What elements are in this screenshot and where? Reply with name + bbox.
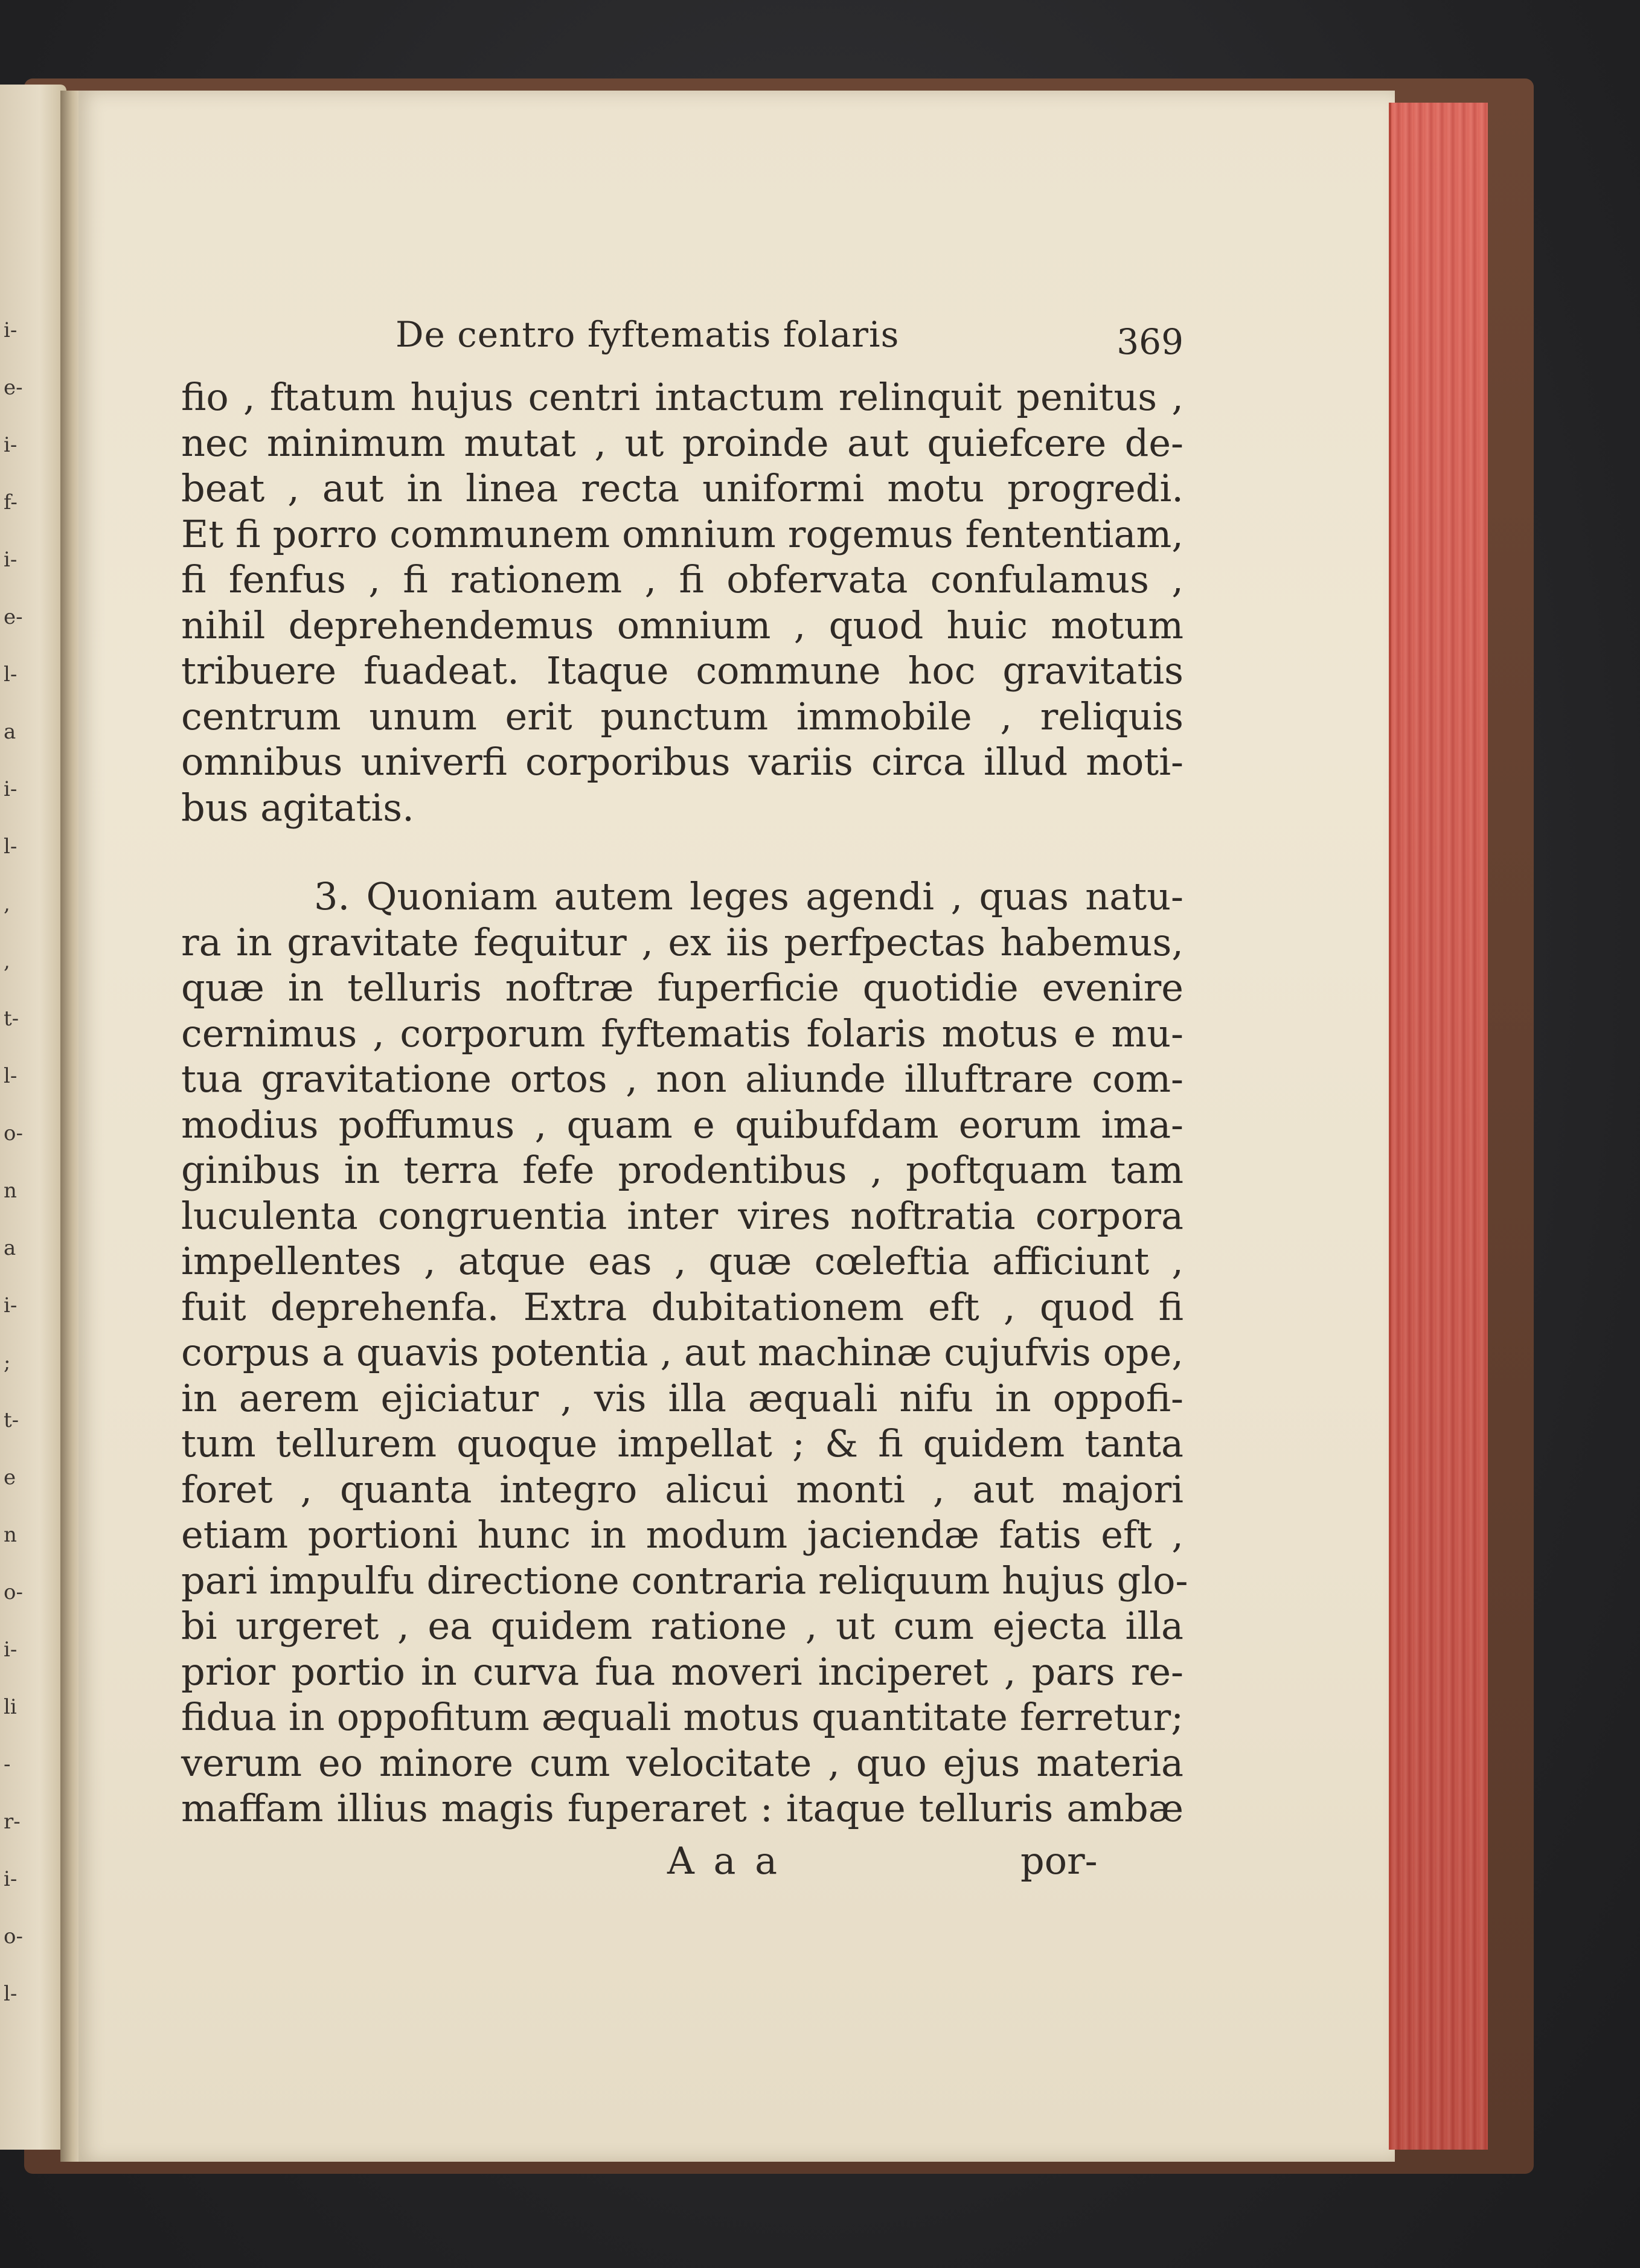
facing-page-fragment: t- [4,1408,19,1432]
text-line: tum tellurem quoque impellat ; & fi quidem tanta [181,1421,1184,1466]
text-line: bi urgeret , ea quidem ratione , ut cum ejecta illa [181,1604,1184,1648]
text-line: fuit deprehenfa. Extra dubitationem eft , quod fi [181,1284,1184,1329]
paragraph-2 [181,874,1188,1831]
catchword: por- [1020,1838,1098,1883]
text-line: corpus a quavis potentia , aut machinæ cujufvis ope, [181,1330,1184,1374]
text-line: fidua in oppofitum æquali motus quantitate ferretur; [181,1695,1184,1739]
facing-page-fragment: o- [4,1121,23,1145]
facing-page-fragment: o- [4,1580,23,1604]
text-line: verum eo minore cum velocitate , quo ejus materia [181,1740,1184,1785]
text-line: Et fi porro communem omnium rogemus fententiam, [181,511,1184,556]
page-number: 369 [1116,321,1184,362]
text-line: luculenta congruentia inter vires noftratia corpora [181,1193,1184,1238]
text-line: cernimus , corporum fyftematis folaris motus e mu- [181,1011,1184,1056]
facing-page-fragment: f- [4,490,18,514]
text-line: centrum unum erit punctum immobile , reliquis [181,694,1184,738]
facing-page-fragment: li [4,1695,17,1719]
text-line: fio , ftatum hujus centri intactum relinquit penitus , [181,375,1184,419]
facing-page-fragment: i- [4,433,18,457]
paragraph-1 [181,374,1184,830]
text-line: foret , quanta integro alicui monti , aut majori [181,1467,1184,1511]
page-text [181,302,1188,1888]
text-line: prior portio in curva fua moveri inciperet , pars re- [181,1649,1184,1694]
facing-page-fragment: a [4,1236,16,1260]
text-line: 3. Quoniam autem leges agendi , quas natu- [314,874,1184,918]
text-line: nec minimum mutat , ut proinde aut quiefcere de- [181,420,1184,465]
text-line: etiam portioni hunc in modum jaciendæ fatis eft , [181,1513,1184,1557]
page-footer [181,1834,1184,1888]
text-line: ra in gravitate fequitur , ex iis perfpectas habemus, [181,920,1184,964]
facing-page-fragment: e- [4,605,23,629]
running-head [181,302,1184,374]
text-line: quæ in telluris noftræ fuperficie quotidie evenire [181,966,1184,1010]
text-line: maffam illius magis fuperaret : itaque telluris ambæ [181,1786,1184,1830]
facing-page-fragment: e- [4,376,23,400]
facing-page-fragment: i- [4,1293,18,1318]
facing-page-fragment: e [4,1466,16,1490]
facing-page-fragment: - [4,1752,11,1776]
facing-page-fragment: ; [4,1351,11,1375]
facing-page-fragment: o- [4,1924,23,1949]
facing-page-fragment: l- [4,662,18,687]
facing-page-edge [0,85,66,2150]
facing-page-fragment: , [4,892,10,916]
facing-page-fragment: i- [4,777,18,801]
running-head-title: De centro fyftematis folaris [396,314,900,355]
text-line: bus agitatis. [181,785,414,830]
text-line: fi fenfus , fi rationem , fi obfervata confulamus , [181,557,1184,601]
text-line: in aerem ejiciatur , vis illa æquali nifu in oppofi- [181,1376,1184,1420]
facing-page-fragment: l- [4,834,18,859]
facing-page-fragment: i- [4,1638,18,1662]
facing-page-fragment: i- [4,318,18,342]
paragraph-gap [181,830,1184,874]
facing-page-fragment: i- [4,548,18,572]
signature-mark: A a a [667,1838,781,1883]
facing-page-fragment: i- [4,1867,18,1891]
facing-page-fragment: n [4,1523,17,1547]
text-line: modius poffumus , quam e quibufdam eorum ima- [181,1102,1184,1147]
facing-page-fragment: t- [4,1007,19,1031]
text-line: nihil deprehendemus omnium , quod huic motum [181,603,1184,647]
text-line: ginibus in terra fefe prodentibus , poftquam tam [181,1148,1184,1192]
text-line: tribuere fuadeat. Itaque commune hoc gravitatis [181,649,1184,693]
text-line: tua gravitatione ortos , non aliunde illuftrare com- [181,1057,1184,1101]
text-line: pari impulfu directione contraria reliquum hujus glo- [181,1558,1188,1603]
facing-page-fragment: , [4,949,10,973]
text-line: impellentes , atque eas , quæ cœleftia afficiunt , [181,1239,1184,1283]
facing-page-fragment: n [4,1179,17,1203]
facing-page-fragment: l- [4,1064,18,1088]
facing-page-fragment: r- [4,1810,21,1834]
text-line: beat , aut in linea recta uniformi motu progredi. [181,466,1184,510]
facing-page-fragment: a [4,720,16,744]
text-line: omnibus univerfi corporibus variis circa illud moti- [181,740,1184,784]
facing-page-fragment: l- [4,1982,18,2006]
red-page-edges [1389,103,1488,2150]
